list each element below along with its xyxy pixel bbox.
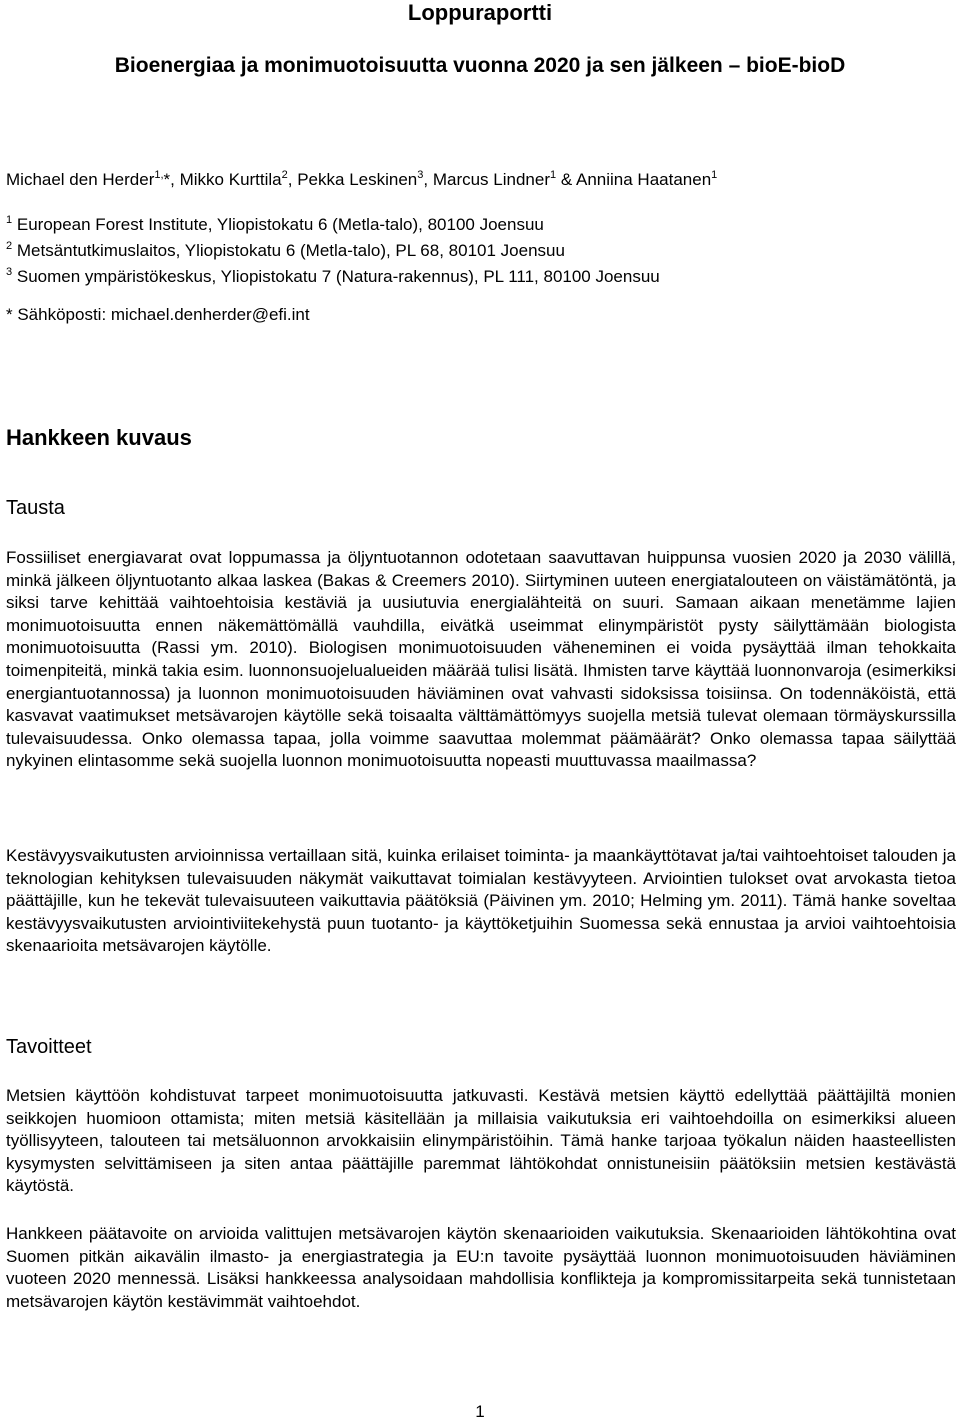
paragraph-tausta-1: Fossiiliset energiavarat ovat loppumassa ja öljyntuotannon odotetaan saavuttavan huippunsa vuosien 2020 ja 2030 välillä, minkä jälkeen öljyntuotanto alkaa laskea (Bakas & Creemers 2010). Siirtyminen uuteen energiatalouteen on väistämätöntä, ja siksi tarve kehittää vaihtoehtoisia kestäviä ja uusiutuvia energialähteitä on suuri. Samaan aikaan menetämme lajien monimuotoisuutta ennen näkemättömällä vauhdilla, eivätkä useimmat elinympäristöt pysty säilyttämään biologista monimuotoisuutta (Rassi ym. 2010). Biologisen monimuotoisuuden väheneminen ei voida pysäyttää ilman tehokkaita toimenpiteitä, minkä takia esim. luonnonsuojelualueiden määrää tulisi lisätä. Ihmisten tarve käyttää luonnonvaroja (esimerkiksi energiantuotannossa) ja luonnon monimuotoisuuden häviäminen ovat vahvasti sidoksissa toisiinsa. On todennäköistä, että kasvavat vaatimukset metsävarojen käytölle sekä toisaalta välttämättömyys suojella metsiä tulevat olemaan törmäyskurssilla tulevaisuudessa. Onko olemassa tapaa, jolla voimme saavuttaa molemmat päämäärät? Onko olemassa tapaa säilyttää nykyinen elintasomme sekä suojella luonnon monimuotoisuutta nopeasti muuttuvassa maailmassa? <box>6 548 956 771</box>
affiliation-number: 1 <box>6 214 13 226</box>
affiliation-number: 3 <box>6 266 13 278</box>
subheading-tausta: Tausta <box>6 497 65 519</box>
affiliation-item <box>6 264 660 290</box>
author-name: Marcus Lindner <box>432 170 550 189</box>
author-affil-sup: 3 <box>417 169 424 181</box>
affiliation-item <box>6 238 660 264</box>
affiliation-list <box>6 212 660 290</box>
section-heading-hankkeen-kuvaus: Hankkeen kuvaus <box>6 425 192 450</box>
affiliation-item <box>6 212 660 238</box>
paragraph-tausta-2: Kestävyysvaikutusten arvioinnissa vertaillaan sitä, kuinka erilaiset toiminta- ja maankäyttötavat ja/tai vaihtoehtoiset talouden ja teknologian kehityksen tulevaisuuden näkymät vaikuttavat toimialan kestävyyteen. Arviointien tulokset ovat arvokasta tietoa päättäjille, kun he tekevät tulevaisuuteen vaikuttavia päätöksiä (Päivinen ym. 2010; Helming ym. 2011). Tämä hanke soveltaa kestävyysvaikutusten arviointiviitekehystä puun tuotanto- ja käyttöketjuihin Suomessa sekä ennustaa ja arvioi vaihtoehtoisia skenaarioita metsävarojen käytölle. <box>6 846 956 956</box>
author-list <box>6 170 717 190</box>
author-affil-sup: 1 <box>550 169 557 181</box>
paragraph-tavoitteet-2: Hankkeen päätavoite on arvioida valittujen metsävarojen käytön skenaarioiden vaikutuksia. Skenaarioiden lähtökohtina ovat Suomen pitkän aikavälin ilmasto- ja energiastrategia ja EU:n tavoite pysäyttää luonnon monimuotoisuuden häviäminen vuoteen 2020 mennessä. Lisäksi hankkeessa analysoidaan mahdollisia konflikteja ja kompromissitarpeita sekä tunnistetaan metsävarojen käytön kestävimmät vaihtoehdot. <box>6 1224 956 1311</box>
author-sep: & <box>556 170 576 189</box>
subheading-tavoitteet: Tavoitteet <box>6 1036 92 1058</box>
affiliation-text: European Forest Institute, Yliopistokatu 6 (Metla-talo), 80100 Joensuu <box>16 215 544 234</box>
affiliation-text: Metsäntutkimuslaitos, Yliopistokatu 6 (Metla-talo), PL 68, 80101 Joensuu <box>16 241 565 260</box>
contact-email: * Sähköposti: michael.denherder@efi.int <box>6 305 310 324</box>
page-number: 1 <box>475 1402 485 1421</box>
author-name: Mikko Kurttila <box>179 170 282 189</box>
author-name: Michael den Herder <box>6 170 155 189</box>
affiliation-number: 2 <box>6 240 13 252</box>
author-affil-sup: 2 <box>281 169 288 181</box>
author-sep: *, <box>163 170 180 189</box>
author-name: Pekka Leskinen <box>297 170 418 189</box>
paragraph-tavoitteet-1: Metsien käyttöön kohdistuvat tarpeet monimuotoisuutta jatkuvasti. Kestävä metsien käyttö edellyttää päättäjiltä monien seikkojen huomioon ottamista; miten metsiä käsitellään ja millaisia vaikutuksia eri vaihtoehdoilla on esimerkiksi alueen työllisyyteen, talouteen tai metsäluonnon arvokkaisiin elinympäristöihin. Tämä hanke tarjoaa työkalun näiden haasteellisten kysymysten selvittämiseen ja siten antaa päättäjille paremmat lähtökohdat onnistuneisiin päätöksiin metsien kestävästä käytöstä. <box>6 1086 956 1196</box>
report-title: Loppuraportti <box>407 0 553 25</box>
author-sep: , <box>287 170 298 189</box>
author-affil-sup: 1, <box>154 169 164 181</box>
affiliation-text: Suomen ympäristökeskus, Yliopistokatu 7 (Natura-rakennus), PL 111, 80100 Joensuu <box>16 267 660 286</box>
author-name: Anniina Haatanen <box>575 170 712 189</box>
report-subtitle: Bioenergiaa ja monimuotoisuutta vuonna 2020 ja sen jälkeen – bioE-bioD <box>114 54 846 77</box>
author-affil-sup: 1 <box>711 169 718 181</box>
author-sep: , <box>423 170 433 189</box>
